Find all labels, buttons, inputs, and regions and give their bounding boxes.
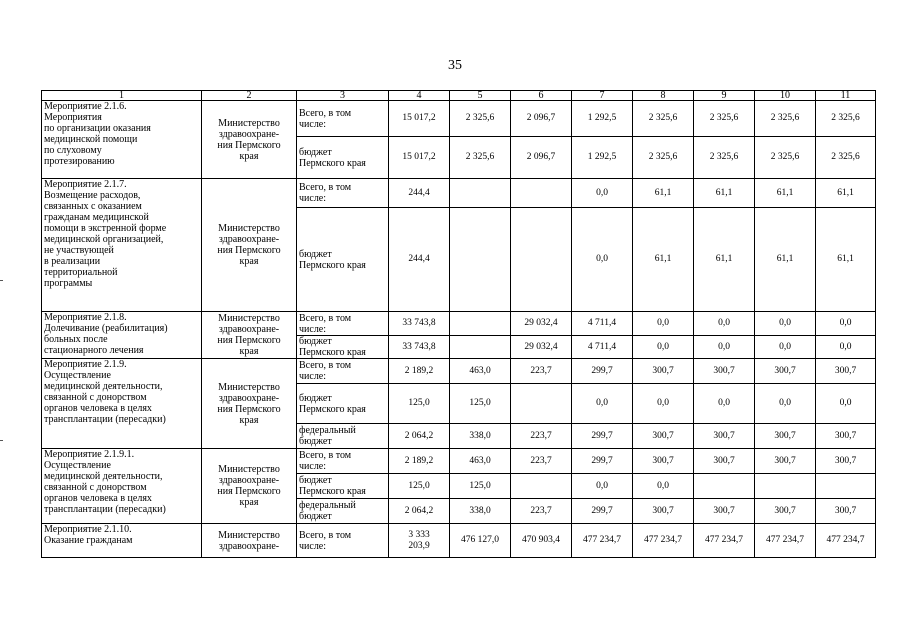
amount-cell: 300,7 bbox=[633, 499, 694, 524]
amount-cell: 0,0 bbox=[572, 384, 633, 424]
amount-cell bbox=[450, 312, 511, 336]
amount-cell: 4 711,4 bbox=[572, 336, 633, 359]
executor-line: Министерство bbox=[218, 117, 280, 129]
amount-cell: 300,7 bbox=[694, 449, 755, 474]
amount-cell: 0,0 bbox=[633, 312, 694, 336]
table-row bbox=[42, 179, 876, 208]
amount-cell bbox=[450, 336, 511, 359]
event-name-line: органов человека в целях bbox=[44, 403, 152, 414]
amount-cell: 0,0 bbox=[572, 474, 633, 499]
amount-cell: 2 096,7 bbox=[511, 137, 572, 179]
amount-cell: 29 032,4 bbox=[511, 336, 572, 359]
amount-cell: 477 234,7 bbox=[633, 524, 694, 558]
funding-source-line: федеральный bbox=[299, 425, 356, 436]
event-name-line: Мероприятие 2.1.9. bbox=[44, 359, 127, 370]
executor-line: края bbox=[239, 497, 259, 508]
event-name-cell bbox=[42, 312, 202, 359]
executor-line: края bbox=[239, 256, 259, 267]
executor-cell bbox=[202, 359, 297, 449]
column-header: 8 bbox=[633, 91, 694, 101]
funding-source-cell bbox=[297, 208, 389, 312]
event-name-line: Осуществление bbox=[44, 460, 111, 471]
table-row bbox=[42, 101, 876, 137]
funding-source-line: числе: bbox=[299, 323, 327, 335]
event-name-cell bbox=[42, 101, 202, 179]
executor-line: края bbox=[239, 150, 259, 162]
amount-cell: 0,0 bbox=[694, 336, 755, 359]
amount-cell: 2 325,6 bbox=[755, 101, 816, 137]
amount-cell: 0,0 bbox=[755, 384, 816, 424]
funding-source-cell bbox=[297, 336, 389, 359]
funding-source-cell bbox=[297, 359, 389, 384]
amount-cell: 1 292,5 bbox=[572, 101, 633, 137]
funding-source-line: Всего, в том bbox=[299, 312, 352, 324]
event-name-line: территориальной bbox=[44, 267, 118, 278]
column-header: 9 bbox=[694, 91, 755, 101]
executor-line: здравоохране- bbox=[218, 540, 280, 552]
event-name-line: Мероприятие 2.1.7. bbox=[44, 179, 127, 190]
column-header: 3 bbox=[297, 91, 389, 101]
amount-cell: 223,7 bbox=[511, 359, 572, 384]
event-name-line: программы bbox=[44, 278, 93, 289]
event-name-line: трансплантации (пересадки) bbox=[44, 504, 166, 515]
amount-cell: 300,7 bbox=[755, 449, 816, 474]
edge-mark bbox=[0, 440, 3, 441]
funding-source-line: числе: bbox=[299, 461, 327, 472]
amount-cell: 4 711,4 bbox=[572, 312, 633, 336]
funding-source-line: бюджет bbox=[299, 146, 332, 158]
amount-cell: 299,7 bbox=[572, 449, 633, 474]
amount-cell: 2 325,6 bbox=[755, 137, 816, 179]
executor-line: края bbox=[239, 346, 259, 357]
amount-cell: 477 234,7 bbox=[755, 524, 816, 558]
amount-cell bbox=[511, 208, 572, 312]
executor-line: ния Пермского bbox=[217, 335, 281, 346]
event-name-cell bbox=[42, 359, 202, 449]
funding-source-line: бюджет bbox=[299, 336, 332, 347]
amount-cell: 223,7 bbox=[511, 499, 572, 524]
event-name-line: медицинской деятельности, bbox=[44, 381, 163, 392]
amount-cell: 300,7 bbox=[816, 449, 876, 474]
amount-cell bbox=[694, 474, 755, 499]
amount-cell: 0,0 bbox=[633, 336, 694, 359]
event-name-line: Мероприятие 2.1.8. bbox=[44, 312, 127, 323]
event-name-line: связанной с донорством bbox=[44, 392, 147, 403]
funding-source-line: числе: bbox=[299, 193, 327, 204]
amount-cell: 3 333 203,9 bbox=[389, 524, 450, 558]
executor-line: ния Пермского bbox=[217, 245, 281, 256]
amount-cell: 61,1 bbox=[755, 208, 816, 312]
amount-cell: 477 234,7 bbox=[694, 524, 755, 558]
executor-cell bbox=[202, 312, 297, 359]
funding-source-cell bbox=[297, 424, 389, 449]
amount-cell: 0,0 bbox=[694, 312, 755, 336]
event-name-line: медицинской деятельности, bbox=[44, 471, 163, 482]
amount-cell bbox=[816, 474, 876, 499]
amount-cell: 2 325,6 bbox=[694, 137, 755, 179]
amount-cell: 33 743,8 bbox=[389, 336, 450, 359]
event-name-line: Оказание гражданам bbox=[44, 535, 133, 546]
executor-cell bbox=[202, 101, 297, 179]
table-row bbox=[42, 312, 876, 336]
amount-cell: 0,0 bbox=[572, 179, 633, 208]
event-name-line: Осуществление bbox=[44, 370, 111, 381]
event-name-line: в реализации bbox=[44, 256, 101, 267]
amount-cell: 300,7 bbox=[755, 424, 816, 449]
amount-cell: 476 127,0 bbox=[450, 524, 511, 558]
amount-cell: 470 903,4 bbox=[511, 524, 572, 558]
funding-source-line: бюджет bbox=[299, 248, 332, 260]
amount-cell: 2 189,2 bbox=[389, 449, 450, 474]
funding-source-cell bbox=[297, 384, 389, 424]
amount-cell: 33 743,8 bbox=[389, 312, 450, 336]
amount-cell: 2 096,7 bbox=[511, 101, 572, 137]
page-number: 35 bbox=[448, 58, 462, 73]
amount-cell: 1 292,5 bbox=[572, 137, 633, 179]
amount-cell: 300,7 bbox=[816, 499, 876, 524]
event-name-line: больных после bbox=[44, 334, 108, 345]
table-row bbox=[42, 449, 876, 474]
amount-cell: 2 325,6 bbox=[694, 101, 755, 137]
table-row bbox=[42, 359, 876, 384]
executor-line: здравоохране- bbox=[218, 128, 280, 140]
event-name-line: медицинской организацией, bbox=[44, 234, 164, 245]
amount-cell: 463,0 bbox=[450, 359, 511, 384]
amount-cell: 300,7 bbox=[633, 449, 694, 474]
amount-cell: 300,7 bbox=[694, 359, 755, 384]
funding-source-line: Всего, в том bbox=[299, 529, 352, 541]
amount-cell: 61,1 bbox=[755, 179, 816, 208]
event-name-line: связанной с донорством bbox=[44, 482, 147, 493]
event-name-line: гражданам медицинской bbox=[44, 212, 149, 223]
amount-cell: 61,1 bbox=[694, 208, 755, 312]
funding-source-line: бюджет bbox=[299, 436, 332, 447]
amount-cell: 15 017,2 bbox=[389, 137, 450, 179]
amount-cell: 0,0 bbox=[633, 474, 694, 499]
amount-cell: 2 064,2 bbox=[389, 424, 450, 449]
amount-cell bbox=[755, 474, 816, 499]
amount-cell: 300,7 bbox=[816, 424, 876, 449]
event-name-line: Мероприятие 2.1.10. bbox=[44, 524, 132, 535]
event-name-cell bbox=[42, 524, 202, 558]
executor-cell bbox=[202, 449, 297, 524]
funding-source-cell bbox=[297, 449, 389, 474]
amount-cell: 300,7 bbox=[694, 499, 755, 524]
amount-cell bbox=[511, 384, 572, 424]
amount-cell bbox=[511, 474, 572, 499]
amount-cell: 0,0 bbox=[816, 312, 876, 336]
funding-source-line: числе: bbox=[299, 540, 327, 552]
funding-source-line: Пермского края bbox=[299, 403, 366, 415]
amount-cell: 338,0 bbox=[450, 424, 511, 449]
funding-source-cell bbox=[297, 101, 389, 137]
funding-source-line: бюджет bbox=[299, 511, 332, 522]
edge-mark bbox=[0, 280, 3, 281]
column-header: 6 bbox=[511, 91, 572, 101]
executor-line: здравоохране- bbox=[218, 324, 280, 335]
amount-cell: 300,7 bbox=[694, 424, 755, 449]
column-header: 7 bbox=[572, 91, 633, 101]
event-name-line: органов человека в целях bbox=[44, 493, 152, 504]
event-name-line: Мероприятия bbox=[44, 112, 102, 123]
amount-cell: 0,0 bbox=[755, 336, 816, 359]
amount-cell: 2 189,2 bbox=[389, 359, 450, 384]
funding-source-cell bbox=[297, 137, 389, 179]
executor-cell bbox=[202, 179, 297, 312]
amount-cell: 463,0 bbox=[450, 449, 511, 474]
amount-cell: 2 325,6 bbox=[633, 101, 694, 137]
column-header: 10 bbox=[755, 91, 816, 101]
column-header: 4 bbox=[389, 91, 450, 101]
amount-cell: 300,7 bbox=[755, 499, 816, 524]
amount-cell: 0,0 bbox=[816, 336, 876, 359]
executor-line: Министерство bbox=[218, 381, 280, 393]
amount-cell bbox=[450, 208, 511, 312]
amount-cell: 2 325,6 bbox=[816, 137, 876, 179]
amount-cell: 2 325,6 bbox=[816, 101, 876, 137]
executor-line: Министерство bbox=[218, 223, 280, 234]
funding-source-line: Всего, в том bbox=[299, 182, 352, 193]
funding-source-cell bbox=[297, 499, 389, 524]
amount-cell: 223,7 bbox=[511, 424, 572, 449]
event-name-line: стационарного лечения bbox=[44, 345, 144, 356]
budget-table bbox=[41, 90, 876, 558]
amount-cell: 61,1 bbox=[694, 179, 755, 208]
executor-cell bbox=[202, 524, 297, 558]
amount-cell: 2 325,6 bbox=[633, 137, 694, 179]
funding-source-cell bbox=[297, 312, 389, 336]
funding-source-line: Всего, в том bbox=[299, 450, 352, 461]
funding-source-line: Всего, в том bbox=[299, 107, 352, 119]
amount-cell: 61,1 bbox=[816, 179, 876, 208]
executor-line: здравоохране- bbox=[218, 475, 280, 486]
event-name-line: связанных с оказанием bbox=[44, 201, 142, 212]
amount-cell: 338,0 bbox=[450, 499, 511, 524]
amount-cell: 2 064,2 bbox=[389, 499, 450, 524]
amount-cell: 300,7 bbox=[633, 359, 694, 384]
amount-cell: 0,0 bbox=[755, 312, 816, 336]
executor-line: ния Пермского bbox=[217, 139, 281, 151]
executor-line: ния Пермского bbox=[217, 486, 281, 497]
funding-source-line: числе: bbox=[299, 118, 327, 130]
funding-source-cell bbox=[297, 179, 389, 208]
amount-cell: 299,7 bbox=[572, 499, 633, 524]
amount-cell: 300,7 bbox=[633, 424, 694, 449]
amount-cell: 300,7 bbox=[755, 359, 816, 384]
event-name-cell bbox=[42, 179, 202, 312]
executor-line: здравоохране- bbox=[218, 234, 280, 245]
column-header: 5 bbox=[450, 91, 511, 101]
amount-cell bbox=[511, 179, 572, 208]
amount-cell: 244,4 bbox=[389, 179, 450, 208]
executor-line: Министерство bbox=[218, 313, 280, 324]
executor-line: Министерство bbox=[218, 464, 280, 475]
funding-source-line: числе: bbox=[299, 371, 327, 382]
table-row bbox=[42, 524, 876, 558]
amount-cell: 223,7 bbox=[511, 449, 572, 474]
funding-source-cell bbox=[297, 474, 389, 499]
event-name-line: трансплантации (пересадки) bbox=[44, 414, 166, 425]
column-header: 11 bbox=[816, 91, 876, 101]
event-name-line: медицинской помощи bbox=[44, 134, 138, 145]
event-name-line: помощи в экстренной форме bbox=[44, 223, 167, 234]
event-name-line: Возмещение расходов, bbox=[44, 190, 141, 201]
amount-cell: 15 017,2 bbox=[389, 101, 450, 137]
amount-cell: 299,7 bbox=[572, 359, 633, 384]
amount-cell: 477 234,7 bbox=[572, 524, 633, 558]
funding-source-line: бюджет bbox=[299, 392, 332, 404]
amount-cell: 477 234,7 bbox=[816, 524, 876, 558]
amount-cell: 300,7 bbox=[816, 359, 876, 384]
amount-cell: 0,0 bbox=[816, 384, 876, 424]
column-header: 2 bbox=[202, 91, 297, 101]
event-name-line: Мероприятие 2.1.6. bbox=[44, 101, 127, 112]
amount-cell: 0,0 bbox=[633, 384, 694, 424]
funding-source-line: федеральный bbox=[299, 500, 356, 511]
funding-source-line: Пермского края bbox=[299, 347, 366, 358]
event-name-cell bbox=[42, 449, 202, 524]
amount-cell: 61,1 bbox=[633, 179, 694, 208]
amount-cell: 125,0 bbox=[450, 384, 511, 424]
amount-cell: 244,4 bbox=[389, 208, 450, 312]
funding-source-line: Пермского края bbox=[299, 259, 366, 271]
amount-cell: 125,0 bbox=[389, 474, 450, 499]
event-name-line: по организации оказания bbox=[44, 123, 151, 134]
funding-source-line: Пермского края bbox=[299, 486, 366, 497]
funding-source-line: бюджет bbox=[299, 475, 332, 486]
event-name-line: по слуховому bbox=[44, 145, 102, 156]
amount-cell: 125,0 bbox=[450, 474, 511, 499]
header-row bbox=[42, 91, 876, 101]
amount-cell: 29 032,4 bbox=[511, 312, 572, 336]
executor-line: края bbox=[239, 414, 259, 426]
amount-cell: 2 325,6 bbox=[450, 137, 511, 179]
funding-source-line: Всего, в том bbox=[299, 360, 352, 371]
event-name-line: протезированию bbox=[44, 156, 115, 167]
amount-cell: 61,1 bbox=[633, 208, 694, 312]
funding-source-line: Пермского края bbox=[299, 157, 366, 169]
executor-line: ния Пермского bbox=[217, 403, 281, 415]
executor-line: Министерство bbox=[218, 529, 280, 541]
event-name-line: не участвующей bbox=[44, 245, 114, 256]
amount-cell: 299,7 bbox=[572, 424, 633, 449]
event-name-line: Долечивание (реабилитация) bbox=[44, 323, 168, 334]
funding-source-cell bbox=[297, 524, 389, 558]
executor-line: здравоохране- bbox=[218, 392, 280, 404]
amount-cell: 2 325,6 bbox=[450, 101, 511, 137]
amount-cell: 0,0 bbox=[694, 384, 755, 424]
amount-cell: 125,0 bbox=[389, 384, 450, 424]
amount-cell bbox=[450, 179, 511, 208]
amount-cell: 61,1 bbox=[816, 208, 876, 312]
amount-cell: 0,0 bbox=[572, 208, 633, 312]
column-header: 1 bbox=[42, 91, 202, 101]
event-name-line: Мероприятие 2.1.9.1. bbox=[44, 449, 135, 460]
